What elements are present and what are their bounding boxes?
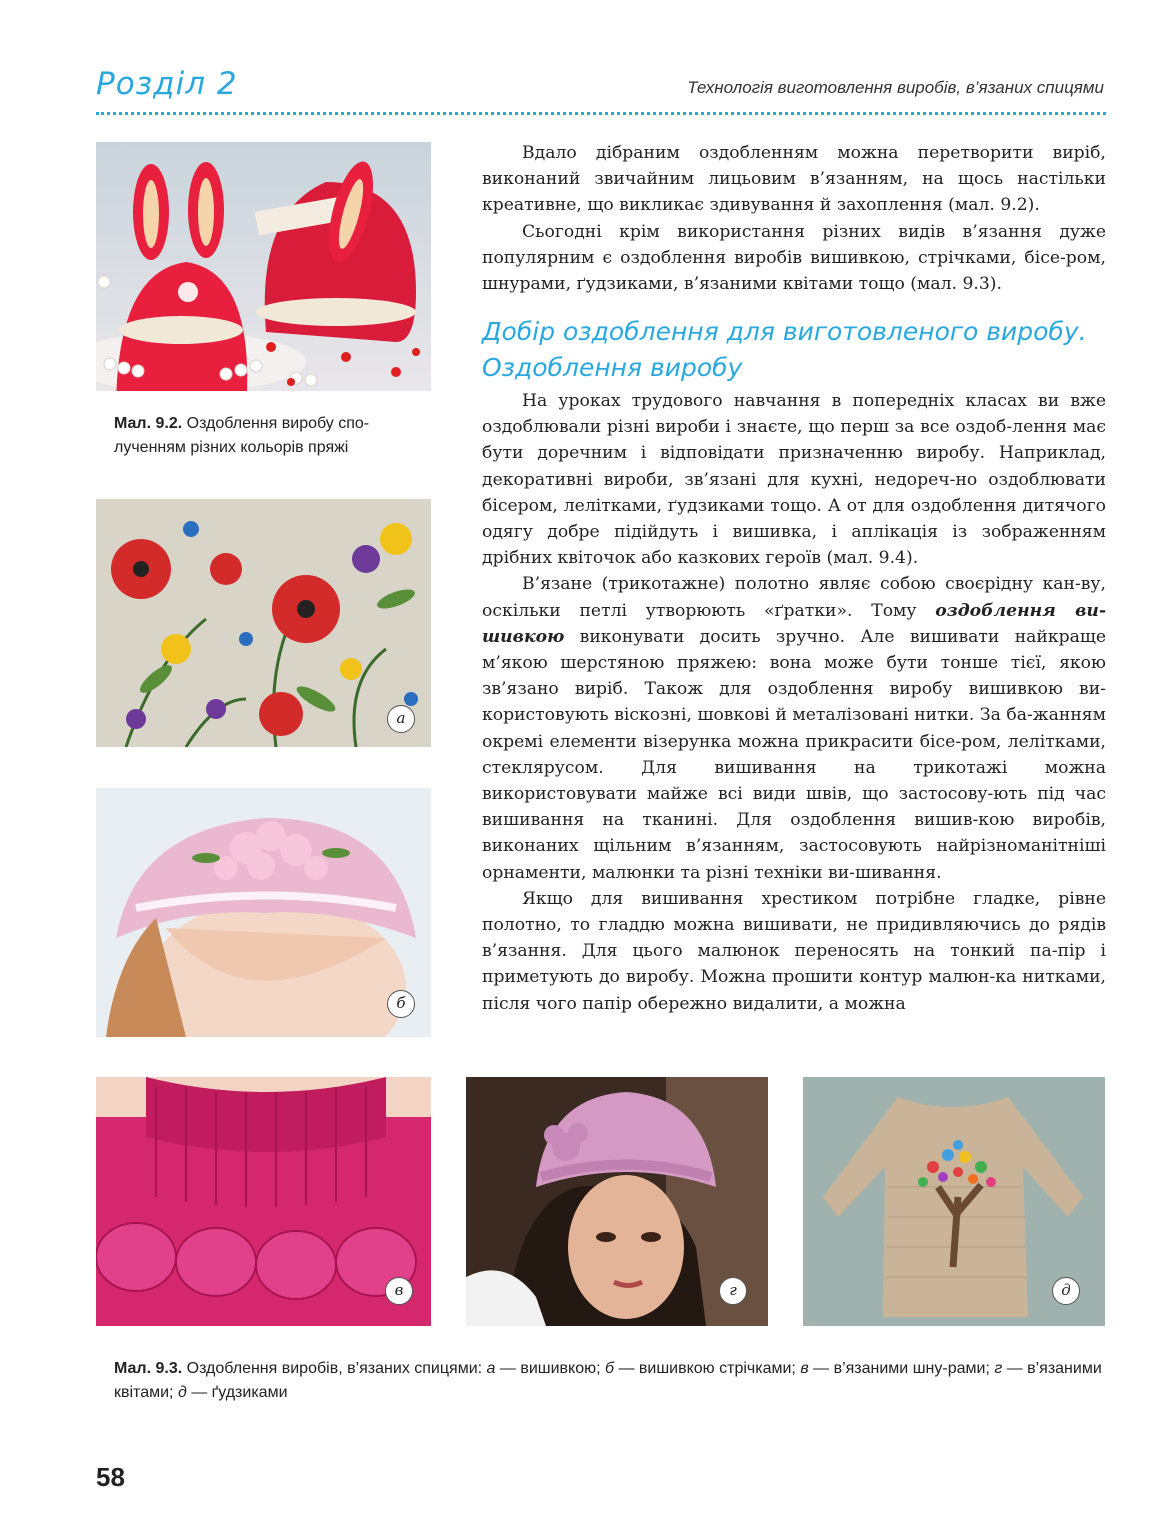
badge-a: а — [387, 705, 415, 733]
caption-text-fragment: — в’язаними шну-рами; — [808, 1360, 995, 1377]
caption-letter-marker: б — [605, 1360, 614, 1377]
badge-d: д — [1052, 1277, 1080, 1305]
caption-letter-marker: г — [994, 1360, 1003, 1377]
paragraph-2 — [482, 571, 1106, 885]
ribbon-hat-photo — [96, 788, 431, 1037]
main-text — [482, 388, 1106, 1017]
caption-letter-marker: в — [800, 1360, 809, 1377]
caption-text-fragment: — в’язаними квітами; — [114, 1360, 1102, 1401]
badge-v: в — [385, 1277, 413, 1305]
intro-paragraph-2: Сьогодні крім використання різних видів в’язання дуже популярним є оздоблення виробів вишивкою, стрічками, бісе-ром, шнурами, ґудзиками, в’язаними квітами тощо (мал. 9.3). — [482, 221, 1106, 295]
caption-letter-marker: д — [177, 1384, 187, 1401]
paragraph-3: Якщо для вишивання хрестиком потрібне гладке, рівне полотно, то гладдю можна вишивати, не придивляючись до рядів в’язання. Для цього малюнок переносять на тонкий па-пір і приметують до виробу. Можна прошити контур малюн-ка нитками, після чого папір обережно видалити, а можна — [482, 888, 1106, 1014]
section-label: Розділ 2 — [96, 66, 238, 102]
badge-b: б — [387, 990, 415, 1018]
intro-text — [482, 140, 1106, 297]
emphasis-term: оздоблення ви-шивкою — [482, 600, 1107, 647]
paragraph-2-end: виконувати досить зручно. Але вишивати найкраще м’якою шерстяною пряжею: вона може бути тонше тієї, якою зв’язано виріб. Також для оздоблення виробу вишивкою ви-користовують віскозні, шовкові й металізовані нитки. За ба-жанням окремі елементи візерунка можна прикрасити бісе-ром, лелітками, стеклярусом. Для вишивання на трикотажі можна використовувати майже всі види швів, що застосову-ють під час вишивання на тканині. Для оздоблення вишив-кою виробів, виконаних щільним в’язанням, застосовують найрізноманітніші орнаменти, малюнки та різні техніки ви-шивання. — [482, 626, 1106, 883]
caption-text-fragment: — вишивкою; — [495, 1360, 605, 1377]
paragraph-1: На уроках трудового навчання в попередніх класах ви вже оздоблювали різні вироби і знаєте, що перш за все оздоб-лення має бути доречним і відповідати призначенню виробу. Наприклад, декоративні вироби, зв’язані для кухні, недореч-но оздоблювати бісером, лелітками, ґудзиками тощо. А от для оздоблення дитячого одягу добре підійдуть і вишивка, і аплікація із зображенням дрібних квіточок або казкових героїв (мал. 9.4). — [482, 391, 1106, 569]
caption-letter-marker: а — [486, 1360, 496, 1377]
paragraph-2-start: В’язане (трикотажне) полотно являє собою своєрідну кан-ву, оскільки петлі утворюють «ґратки». Тому — [482, 574, 1106, 621]
caption-text-fragment: — ґудзиками — [186, 1384, 288, 1401]
figure-9-3-caption — [114, 1357, 1106, 1405]
page-number: 58 — [96, 1462, 125, 1492]
figure-9-2-caption — [114, 412, 424, 460]
figure-9-2-text: Оздоблення виробу спо-лученням різних кольорів пряжі — [114, 415, 370, 456]
running-head: Технологія виготовлення виробів, в’язаних спицями — [687, 78, 1104, 97]
header-divider — [96, 112, 1106, 115]
caption-text-fragment: — вишивкою стрічками; — [614, 1360, 801, 1377]
figure-9-2-label: Мал. 9.2. — [114, 415, 183, 432]
intro-paragraph-1: Вдало дібраним оздобленням можна перетворити виріб, виконаний звичайним лицьовим в’язанням, на щось настільки креативне, що викликає здивування й захоплення (мал. 9.2). — [482, 143, 1106, 216]
badge-g: г — [719, 1277, 747, 1305]
flower-hat-photo — [466, 1077, 768, 1326]
buttons-sweater-photo — [803, 1077, 1105, 1326]
section-subheading: Добір оздоблення для виготовленого виробу. Оздоблення виробу — [482, 317, 1087, 382]
caption-text-fragment: Оздоблення виробів, в’язаних спицями: — [182, 1360, 487, 1377]
embroidery-photo — [96, 499, 431, 747]
knitted-cords-photo — [96, 1077, 431, 1326]
figure-9-3-label: Мал. 9.3. — [114, 1360, 183, 1377]
booties-photo — [96, 142, 431, 391]
figure-9-3-text — [114, 1360, 1102, 1401]
